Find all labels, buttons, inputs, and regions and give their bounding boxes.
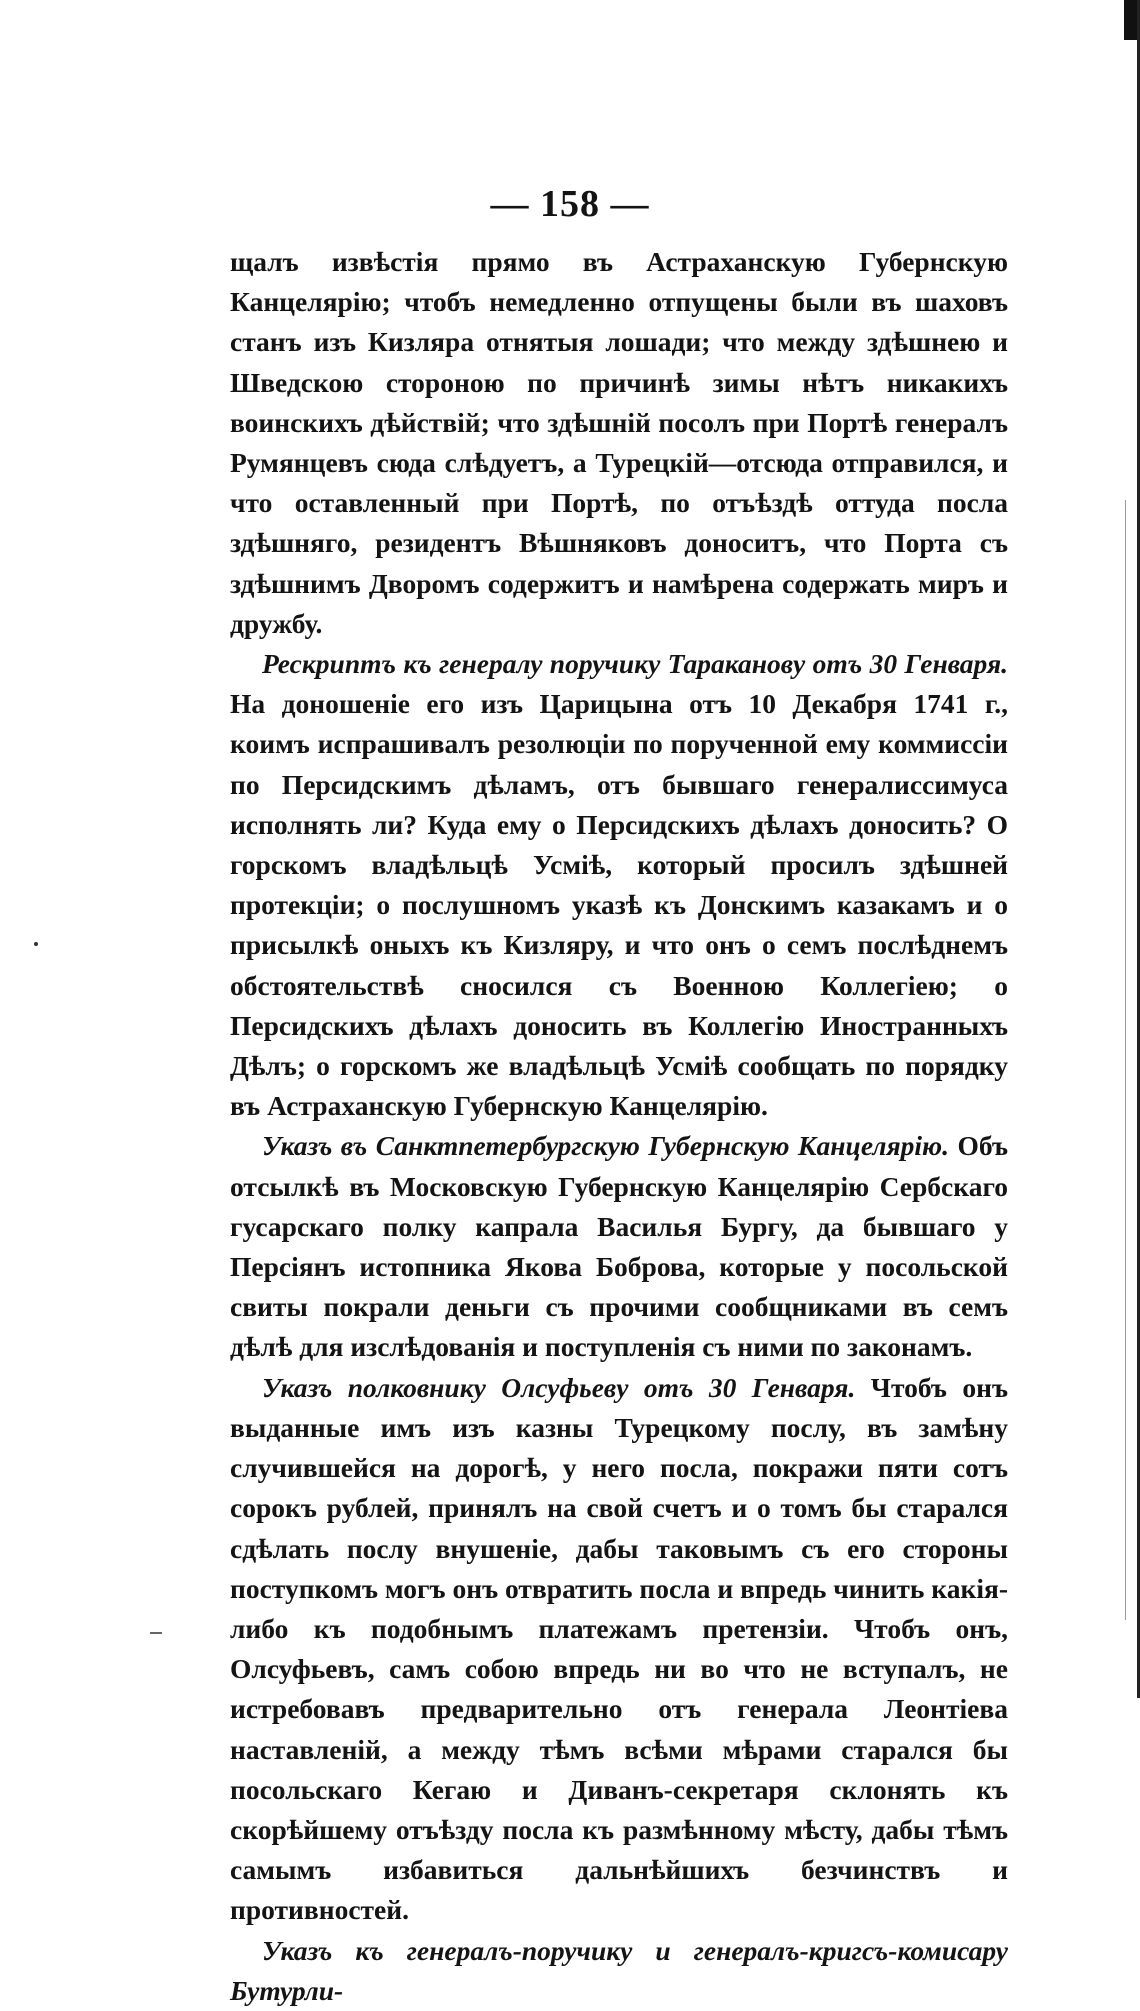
paragraph-text: Объ отсылкѣ въ Московскую Губернскую Канцелярію Сербскаго гусарскаго полку капрала Василья Бургу, да бывшаго у Персіянъ истопника Якова Боброва, которые у посольской свиты покрали деньги съ прочими сообщниками въ семъ дѣлѣ для изслѣдованія и поступленія съ ними по законамъ. <box>230 1130 1008 1363</box>
paragraph-heading: Указъ полковнику Олсуфьеву отъ 30 Генваря. <box>262 1371 856 1403</box>
paragraph-heading: Указъ къ генералъ-поручику и генералъ-кригсъ-комисару Бутурли- <box>230 1934 1008 2006</box>
paragraph-text: На доношеніе его изъ Царицына отъ 10 Декабря 1741 г., коимъ испрашивалъ резолюціи по порученной ему коммиссіи по Персидскимъ дѣламъ, отъ бывшаго генералиссимуса исполнять ли? Куда ему о Персидскихъ дѣлахъ доносить? О горскомъ владѣльцѣ Усміѣ, который просилъ здѣшней протекціи; о послушномъ указѣ къ Донскимъ казакамъ и о присылкѣ оныхъ къ Кизляру, и что онъ о семъ послѣднемъ обстоятельствѣ сносился съ Военною Коллегіею; о Персидскихъ дѣлахъ доносить въ Коллегію Иностранныхъ Дѣлъ; о горскомъ же владѣльцѣ Усміѣ сообщать по порядку въ Астраханскую Губернскую Канцелярію. <box>230 688 1008 1122</box>
paragraph-2 <box>230 644 1008 1126</box>
body-text <box>230 242 1008 2011</box>
scan-edge-line <box>1125 500 1126 1620</box>
scan-mark <box>150 1632 162 1634</box>
paragraph-text: щалъ извѣстія прямо въ Астраханскую Губернскую Канцелярію; чтобъ немедленно отпущены были въ шаховъ станъ изъ Кизляра отнятыя лошади; что между здѣшнею и Шведскою стороною по причинѣ зимы нѣтъ никакихъ воинскихъ дѣйствій; что здѣшній посолъ при Портѣ генералъ Румянцевъ сюда слѣдуетъ, а Турецкій—отсюда отправился, и что оставленный при Портѣ, по отъѣздѣ оттуда посла здѣшняго, резидентъ Вѣшняковъ доноситъ, что Порта съ здѣшнимъ Дворомъ содержитъ и намѣрена содержать миръ и дружбу. <box>230 246 1008 639</box>
paragraph-1 <box>230 242 1008 644</box>
paragraph-heading: Рескриптъ къ генералу поручику Тараканову отъ 30 Генваря. <box>262 648 1008 680</box>
paragraph-text: Чтобъ онъ выданные имъ изъ казны Турецкому послу, въ замѣну случившейся на дорогѣ, у него посла, покражи пяти сотъ сорокъ рублей, принялъ на свой счетъ и о томъ бы старался сдѣлать послу внушеніе, дабы таковымъ съ его стороны поступкомъ могъ онъ отвратить посла и впредь чинить какія-либо къ подобнымъ платежамъ претензіи. Чтобъ онъ, Олсуфьевъ, самъ собою впредь ни во что не вступалъ, не истребовавъ предварительно отъ генерала Леонтіева наставленій, а между тѣмъ всѣми мѣрами старался бы посольскаго Кегаю и Диванъ-секретаря склонять къ скорѣйшему отъѣзду посла къ размѣнному мѣсту, дабы тѣмъ самымъ избавиться дальнѣйшихъ безчинствъ и противностей. <box>230 1371 1008 1926</box>
paragraph-heading: Указъ въ Санктпетербургскую Губернскую Канцелярію. <box>262 1130 949 1162</box>
paragraph-5 <box>230 1931 1008 2011</box>
scan-speck <box>34 942 38 946</box>
paragraph-3 <box>230 1126 1008 1367</box>
paragraph-4 <box>230 1368 1008 1931</box>
page-number: — 158 — <box>490 183 650 225</box>
